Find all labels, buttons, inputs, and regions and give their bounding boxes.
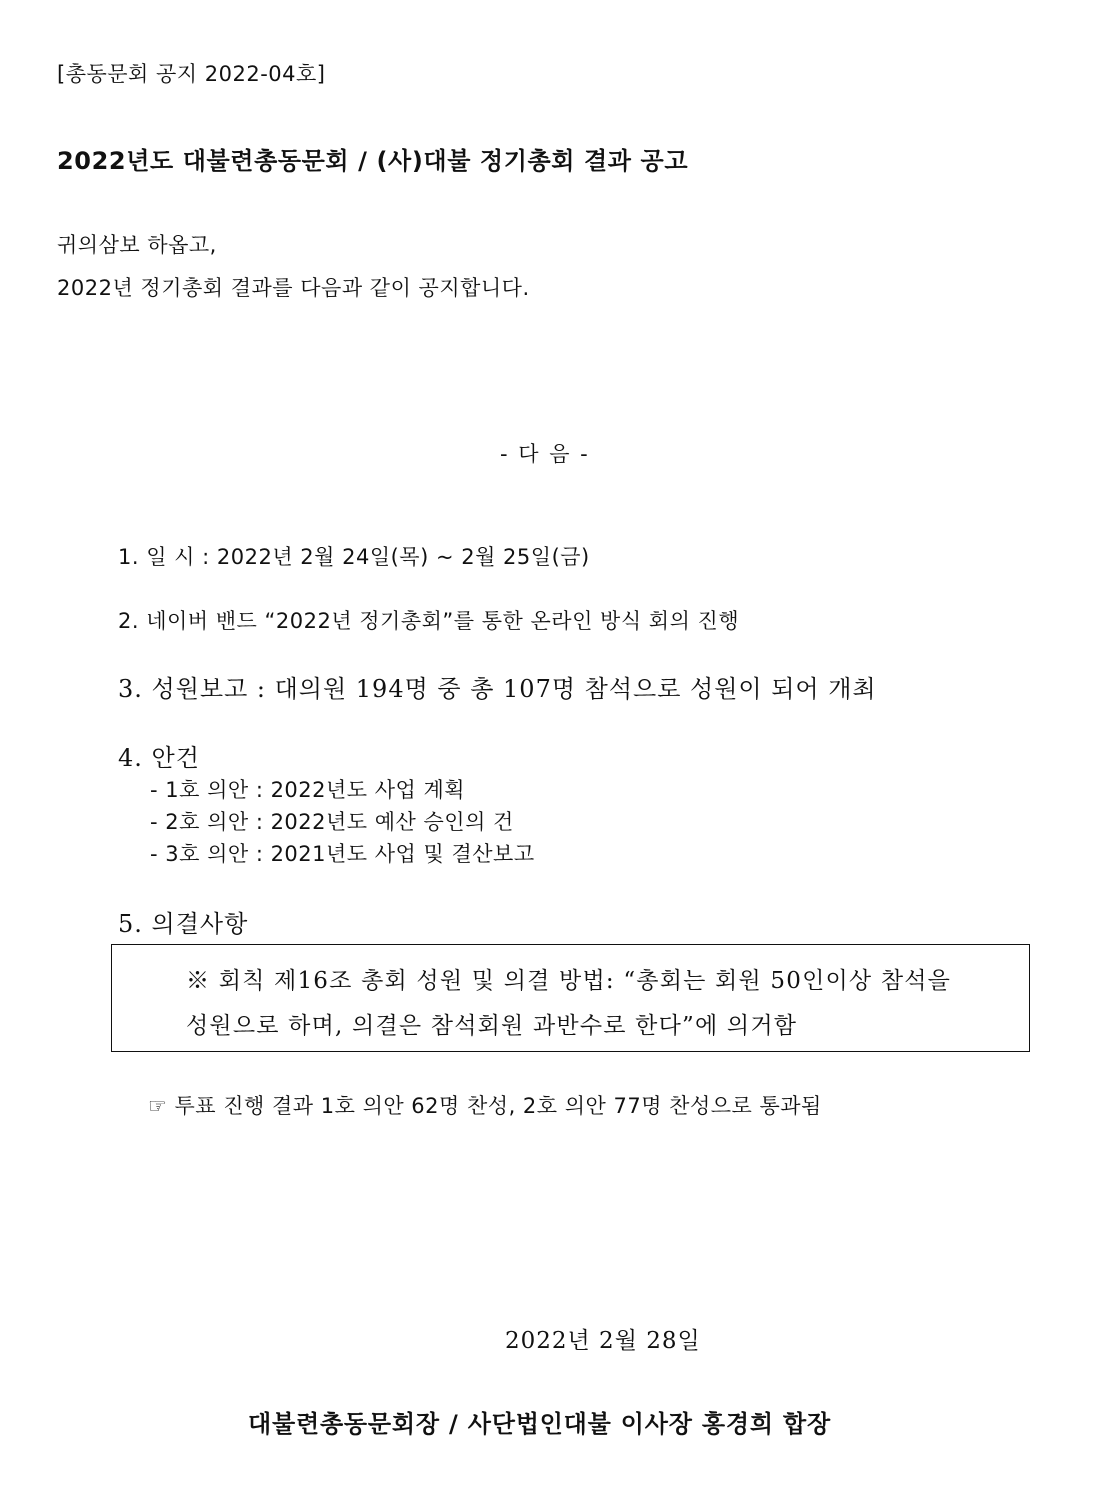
signature: 대불련총동문회장 / 사단법인대불 이사장 홍경희 합장 [248,1410,831,1438]
rule-note-line-1: ※ 회칙 제16조 총회 성원 및 의결 방법: “총회는 회원 50인이상 참석을 [186,968,952,994]
notice-number: [총동문회 공지 2022-04호] [57,62,326,86]
notice-date: 2022년 2월 28일 [505,1328,701,1354]
agenda-item: - 1호 의안 : 2022년도 사업 계획 [150,778,466,802]
rule-note-line-2: 성원으로 하며, 의결은 참석회원 과반수로 한다”에 의거함 [186,1013,798,1039]
agenda-item: - 2호 의안 : 2022년도 예산 승인의 건 [150,810,514,834]
section-heading: - 다 음 - [500,442,590,466]
item-method: 2. 네이버 밴드 “2022년 정기총회”를 통한 온라인 방식 회의 진행 [118,609,740,633]
item-agenda-title: 4. 안건 [118,744,200,772]
rule-note-box [111,944,1030,1052]
vote-result: ☞ 투표 진행 결과 1호 의안 62명 찬성, 2호 의안 77명 찬성으로 통과됨 [148,1094,822,1118]
item-resolution-title: 5. 의결사항 [118,910,249,938]
item-quorum: 3. 성원보고 : 대의원 194명 중 총 107명 참석으로 성원이 되어 개최 [118,675,877,703]
item-schedule: 1. 일 시 : 2022년 2월 24일(목) ~ 2월 25일(금) [118,545,590,569]
agenda-item: - 3호 의안 : 2021년도 사업 및 결산보고 [150,842,535,866]
document-title: 2022년도 대불련총동문회 / (사)대불 정기총회 결과 공고 [57,147,689,175]
greeting-line-1: 귀의삼보 하옵고, [57,233,217,257]
greeting-line-2: 2022년 정기총회 결과를 다음과 같이 공지합니다. [57,276,530,300]
